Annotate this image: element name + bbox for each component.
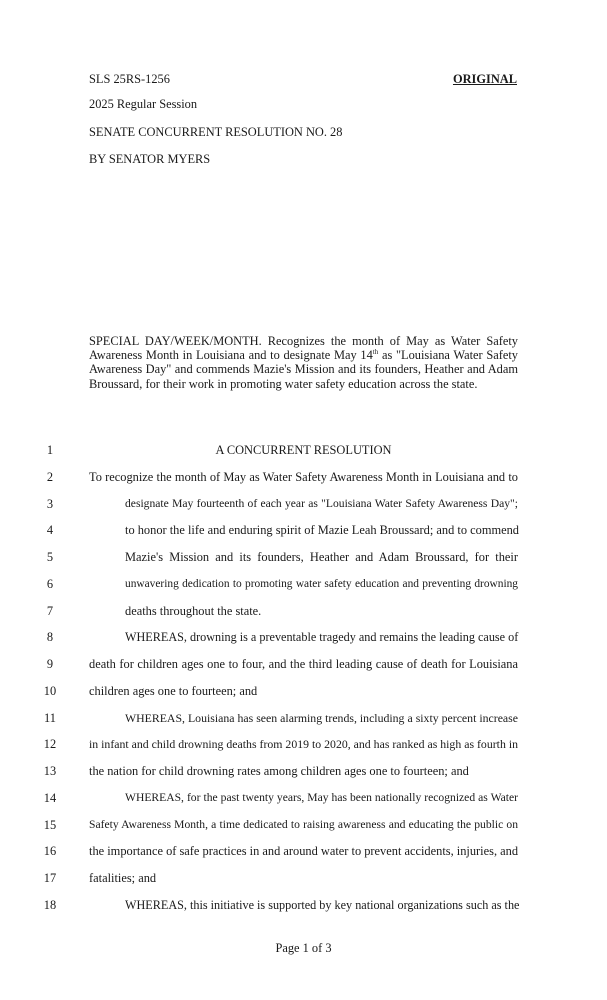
line-text: to honor the life and enduring spirit of Mazie Leah Broussard; and to commend [125, 523, 519, 538]
line-text: Mazie's Mission and its founders, Heather and Adam Broussard, for their [125, 550, 518, 564]
line-number: 14 [43, 790, 57, 805]
line-text: WHEREAS, for the past twenty years, May has been nationally recognized as Water [125, 790, 518, 804]
line-text: Safety Awareness Month, a time dedicated to raising awareness and educating the public on [89, 817, 518, 831]
line-text: in infant and child drowning deaths from 2019 to 2020, and has ranked as high as fourth in [89, 737, 518, 752]
page-number: Page 1 of 3 [275, 941, 332, 955]
line-text: WHEREAS, this initiative is supported by key national organizations such as the [125, 897, 520, 912]
author: BY SENATOR MYERS [89, 152, 211, 166]
line-text: death for children ages one to four, and the third leading cause of death for Louisiana [89, 657, 518, 671]
line-text: fatalities; and [89, 871, 157, 885]
line-number: 4 [46, 523, 54, 538]
line-number: 18 [43, 897, 57, 912]
line-text: children ages one to fourteen; and [89, 683, 258, 698]
line-text: designate May fourteenth of each year as "Louisiana Water Safety Awareness Day"; [125, 496, 518, 510]
version-label: ORIGINAL [452, 72, 517, 86]
line-text: unwavering dedication to promoting water safety education and preventing drowning [125, 577, 518, 590]
line-number: 5 [46, 550, 54, 564]
digest-text-2: as "Louisiana Water Safety Awareness Day" and commends Mazie's Mission and its founders, Heather and Adam Broussard, for their work in promoting water safety education across the state. [89, 348, 518, 391]
line-text: To recognize the month of May as Water Safety Awareness Month in Louisiana and to [89, 469, 518, 484]
line-text: the importance of safe practices in and around water to prevent accidents, injuries, and [89, 844, 519, 859]
line-number: 2 [46, 469, 54, 484]
resolution-title: SENATE CONCURRENT RESOLUTION NO. 28 [89, 125, 343, 139]
line-text: the nation for child drowning rates among children ages one to fourteen; and [89, 764, 469, 778]
digest-superscript: th [372, 348, 379, 357]
line-number: 7 [46, 603, 54, 618]
line-text: WHEREAS, drowning is a preventable tragedy and remains the leading cause of [125, 630, 519, 645]
line-number: 3 [46, 496, 54, 511]
line-number: 10 [43, 683, 57, 698]
line-number: 15 [43, 817, 57, 832]
line-text: WHEREAS, Louisiana has seen alarming trends, including a sixty percent increase [125, 710, 518, 725]
line-number: 12 [43, 737, 57, 752]
line-text: A CONCURRENT RESOLUTION [215, 443, 392, 457]
line-number: 17 [43, 871, 57, 885]
line-number: 1 [46, 443, 54, 457]
line-text: deaths throughout the state. [125, 603, 262, 618]
line-number: 13 [43, 764, 57, 778]
line-number: 9 [46, 657, 54, 671]
line-number: 11 [44, 710, 56, 725]
digest-summary [89, 334, 518, 391]
line-number: 6 [46, 576, 54, 591]
line-number: 8 [46, 630, 54, 645]
session: 2025 Regular Session [89, 97, 198, 111]
bill-id: SLS 25RS-1256 [89, 72, 170, 86]
line-number: 16 [43, 844, 57, 859]
digest-text-1: SPECIAL DAY/WEEK/MONTH. Recognizes the month of May as Water Safety Awareness Month in Louisiana and to designate May 14 [89, 334, 518, 363]
